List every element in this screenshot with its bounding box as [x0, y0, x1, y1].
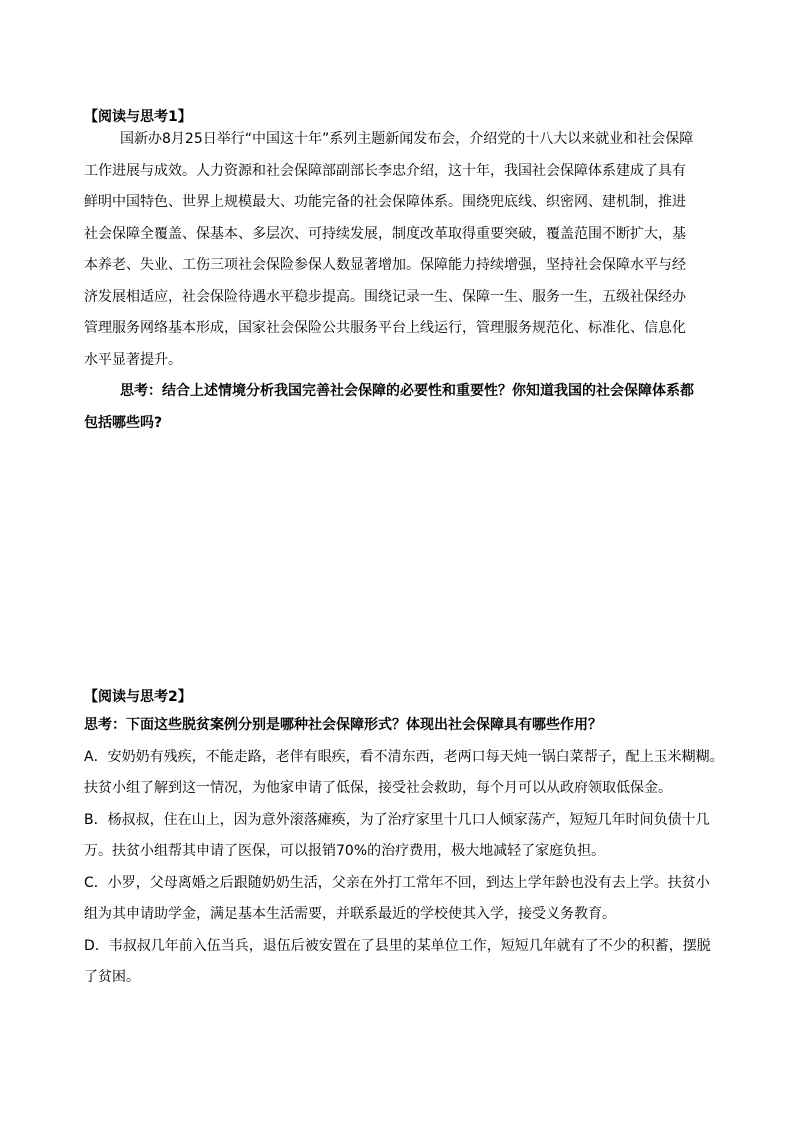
case-line: A．安奶奶有残疾，不能走路，老伴有眼疾，看不清东西，老两口每天炖一锅白菜帮子，配上玉米糊糊。 [84, 748, 724, 765]
case-line: B．杨叔叔，住在山上，因为意外滚落瘫痪，为了治疗家里十几口人倾家荡产，短短几年时间负债十几 [84, 811, 710, 828]
passage-line: 水平显著提升。 [84, 351, 182, 368]
section2-content [84, 710, 724, 994]
passage-line: 国新办8月25日举行“中国这十年”系列主题新闻发布会，介绍党的十八大以来就业和社会保障 [120, 131, 694, 147]
section2-question: 思考：下面这些脱贫案例分别是哪种社会保障形式？体现出社会保障具有哪些作用？ [84, 717, 602, 733]
case-line: C．小罗，父母离婚之后跟随奶奶生活，父亲在外打工常年不回，到达上学年龄也没有去上学。扶贫小 [84, 874, 710, 891]
passage-line: 济发展相适应，社会保险待遇水平稳步提高。围绕记录一生、保障一生、服务一生，五级社保经办 [84, 288, 686, 305]
case-line: 了贫困。 [84, 969, 140, 985]
passage-line: 鲜明中国特色、世界上规模最大、功能完备的社会保障体系。围绕兜底线、织密网、建机制，推进 [84, 194, 686, 210]
case-line: D．韦叔叔几年前入伍当兵，退伍后被安置在了县里的某单位工作，短短几年就有了不少的积蓄，摆脱 [84, 937, 711, 954]
question-line: 包括哪些吗? [84, 414, 163, 431]
case-line: 扶贫小组了解到这一情况，为他家申请了低保，接受社会救助，每个月可以从政府领取低保金。 [84, 780, 672, 796]
case-line: 组为其申请助学金，满足基本生活需要，并联系最近的学校使其入学，接受义务教育。 [84, 906, 616, 922]
section1-heading: 【阅读与思考1】 [84, 109, 192, 125]
passage-line: 工作进展与成效。人力资源和社会保障部副部长李忠介绍，这十年，我国社会保障体系建成了具有 [84, 162, 686, 179]
section2-heading: 【阅读与思考2】 [84, 689, 192, 705]
passage-line: 管理服务网络基本形成，国家社会保险公共服务平台上线运行，管理服务规范化、标准化、信息化 [84, 320, 686, 336]
passage-line: 社会保障全覆盖、保基本、多层次、可持续发展，制度改革取得重要突破，覆盖范围不断扩大，基 [84, 225, 686, 242]
section1-passage [84, 124, 724, 439]
case-line: 万。扶贫小组帮其申请了医保，可以报销70%的治疗费用，极大地减轻了家庭负担。 [84, 843, 606, 859]
passage-line: 本养老、失业、工伤三项社会保险参保人数显著增加。保障能力持续增强，坚持社会保障水平与经 [84, 257, 686, 273]
question-line: 思考：结合上述情境分析我国完善社会保障的必要性和重要性？你知道我国的社会保障体系都 [120, 383, 694, 399]
